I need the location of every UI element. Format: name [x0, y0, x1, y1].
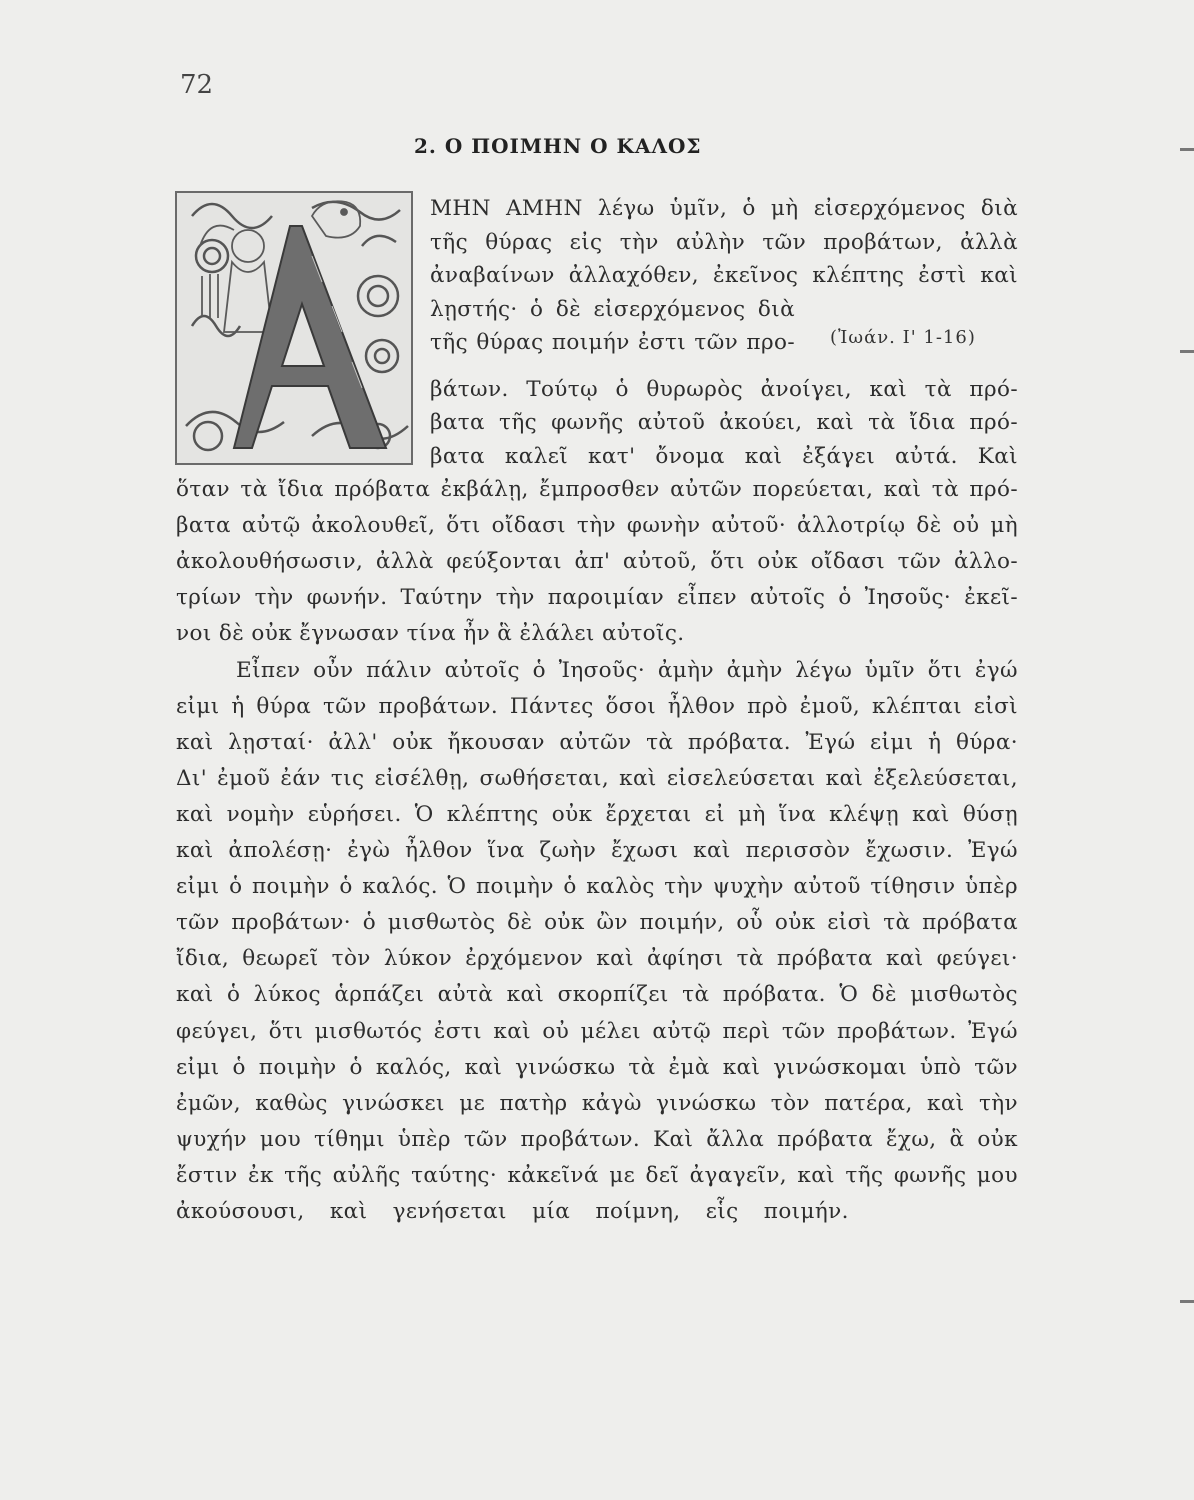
decorated-initial-a — [172, 186, 418, 472]
text-line: βάτων. Τούτῳ ὁ θυρωρὸς ἀνοίγει, καὶ τὰ πρό- — [430, 376, 1018, 402]
text-line: βατα τῆς φωνῆς αὐτοῦ ἀκούει, καὶ τὰ ἴδια πρό- — [430, 410, 1018, 435]
text-line: εἰμι ὁ ποιμὴν ὁ καλός. Ὁ ποιμὴν ὁ καλὸς τὴν ψυχὴν αὐτοῦ τίθησιν ὑπὲρ — [176, 874, 1018, 900]
text-line: ἴδια, θεωρεῖ τὸν λύκον ἐρχόμενον καὶ ἀφίησι τὰ πρόβατα καὶ φεύγει· — [176, 946, 1018, 972]
text-line: τρίων τὴν φωνήν. Ταύτην τὴν παροιμίαν εἶπεν αὐτοῖς ὁ Ἰησοῦς· ἐκεῖ- — [176, 585, 1018, 611]
text-line: καὶ νομὴν εὑρήσει. Ὁ κλέπτης οὐκ ἔρχεται εἰ μὴ ἵνα κλέψῃ καὶ θύσῃ — [176, 801, 1018, 827]
text-line: βατα αὐτῷ ἀκολουθεῖ, ὅτι οἴδασι τὴν φωνὴν αὐτοῦ· ἀλλοτρίῳ δὲ οὐ μὴ — [176, 513, 1018, 539]
text-line: ΜΗΝ ΑΜΗΝ λέγω ὑμῖν, ὁ μὴ εἰσερχόμενος διὰ — [430, 196, 1018, 221]
text-line: ψυχήν μου τίθημι ὑπὲρ τῶν προβάτων. Καὶ ἄλλα πρόβατα ἔχω, ἃ οὐκ — [176, 1126, 1018, 1152]
margin-mark — [1180, 148, 1194, 151]
text-line: τῶν προβάτων· ὁ μισθωτὸς δὲ οὐκ ὢν ποιμήν, οὗ οὐκ εἰσὶ τὰ πρόβατα — [176, 910, 1018, 936]
text-line: φεύγει, ὅτι μισθωτός ἐστι καὶ οὐ μέλει αὐτῷ περὶ τῶν προβάτων. Ἐγώ — [176, 1018, 1018, 1044]
text-line: καὶ ἀπολέσῃ· ἐγὼ ἦλθον ἵνα ζωὴν ἔχωσι καὶ περισσὸν ἔχωσιν. Ἐγώ — [176, 838, 1018, 863]
scripture-reference: (Ἰωάν. Ι' 1-16) — [830, 327, 976, 348]
text-line: ἔστιν ἐκ τῆς αὐλῆς ταύτης· κἀκεῖνά με δεῖ ἀγαγεῖν, καὶ τῆς φωνῆς μου — [176, 1162, 1018, 1188]
text-line: εἰμι ἡ θύρα τῶν προβάτων. Πάντες ὅσοι ἦλθον πρὸ ἐμοῦ, κλέπται εἰσὶ — [176, 693, 1018, 719]
text-line: καὶ ὁ λύκος ἁρπάζει αὐτὰ καὶ σκορπίζει τὰ πρόβατα. Ὁ δὲ μισθωτὸς — [176, 982, 1018, 1008]
text-line: τῆς θύρας ποιμήν ἐστι τῶν προ- — [430, 330, 795, 355]
text-line: καὶ λῃσταί· ἀλλ' οὐκ ἤκουσαν αὐτῶν τὰ πρόβατα. Ἐγώ εἰμι ἡ θύρα· — [176, 729, 1018, 755]
text-line: Δι' ἐμοῦ ἐάν τις εἰσέλθῃ, σωθήσεται, καὶ εἰσελεύσεται καὶ ἐξελεύσεται, — [176, 765, 1018, 791]
page-number: 72 — [180, 70, 214, 100]
text-line: ἀκούσουσι, καὶ γενήσεται μία ποίμνη, εἷς ποιμήν. — [176, 1199, 849, 1224]
text-line: Εἶπεν οὖν πάλιν αὐτοῖς ὁ Ἰησοῦς· ἀμὴν ἀμὴν λέγω ὑμῖν ὅτι ἐγώ — [236, 657, 1018, 683]
text-line: νοι δὲ οὐκ ἔγνωσαν τίνα ἦν ἃ ἐλάλει αὐτοῖς. — [176, 621, 685, 647]
margin-mark — [1180, 1300, 1194, 1303]
text-line: ἀκολουθήσωσιν, ἀλλὰ φεύξονται ἀπ' αὐτοῦ, ὅτι οὐκ οἴδασι τῶν ἀλλο- — [176, 549, 1018, 575]
text-line: εἰμι ὁ ποιμὴν ὁ καλός, καὶ γινώσκω τὰ ἐμὰ καὶ γινώσκομαι ὑπὸ τῶν — [176, 1054, 1018, 1080]
margin-mark — [1180, 350, 1194, 353]
text-line: ὅταν τὰ ἴδια πρόβατα ἐκβάλῃ, ἔμπροσθεν αὐτῶν πορεύεται, καὶ τὰ πρό- — [176, 477, 1018, 502]
text-line: τῆς θύρας εἰς τὴν αὐλὴν τῶν προβάτων, ἀλλὰ — [430, 229, 1018, 255]
text-line: βατα καλεῖ κατ' ὄνομα καὶ ἐξάγει αὐτά. Καὶ — [430, 443, 1018, 469]
chapter-title: 2. Ο ΠΟΙΜΗΝ Ο ΚΑΛΟΣ — [414, 134, 702, 158]
text-line: ἐμῶν, καθὼς γινώσκει με πατὴρ κἀγὼ γινώσκω τὸν πατέρα, καὶ τὴν — [176, 1090, 1018, 1116]
text-line: ἀναβαίνων ἀλλαχόθεν, ἐκεῖνος κλέπτης ἐστὶ καὶ — [430, 263, 1018, 288]
text-line: λῃστής· ὁ δὲ εἰσερχόμενος διὰ — [430, 296, 795, 322]
